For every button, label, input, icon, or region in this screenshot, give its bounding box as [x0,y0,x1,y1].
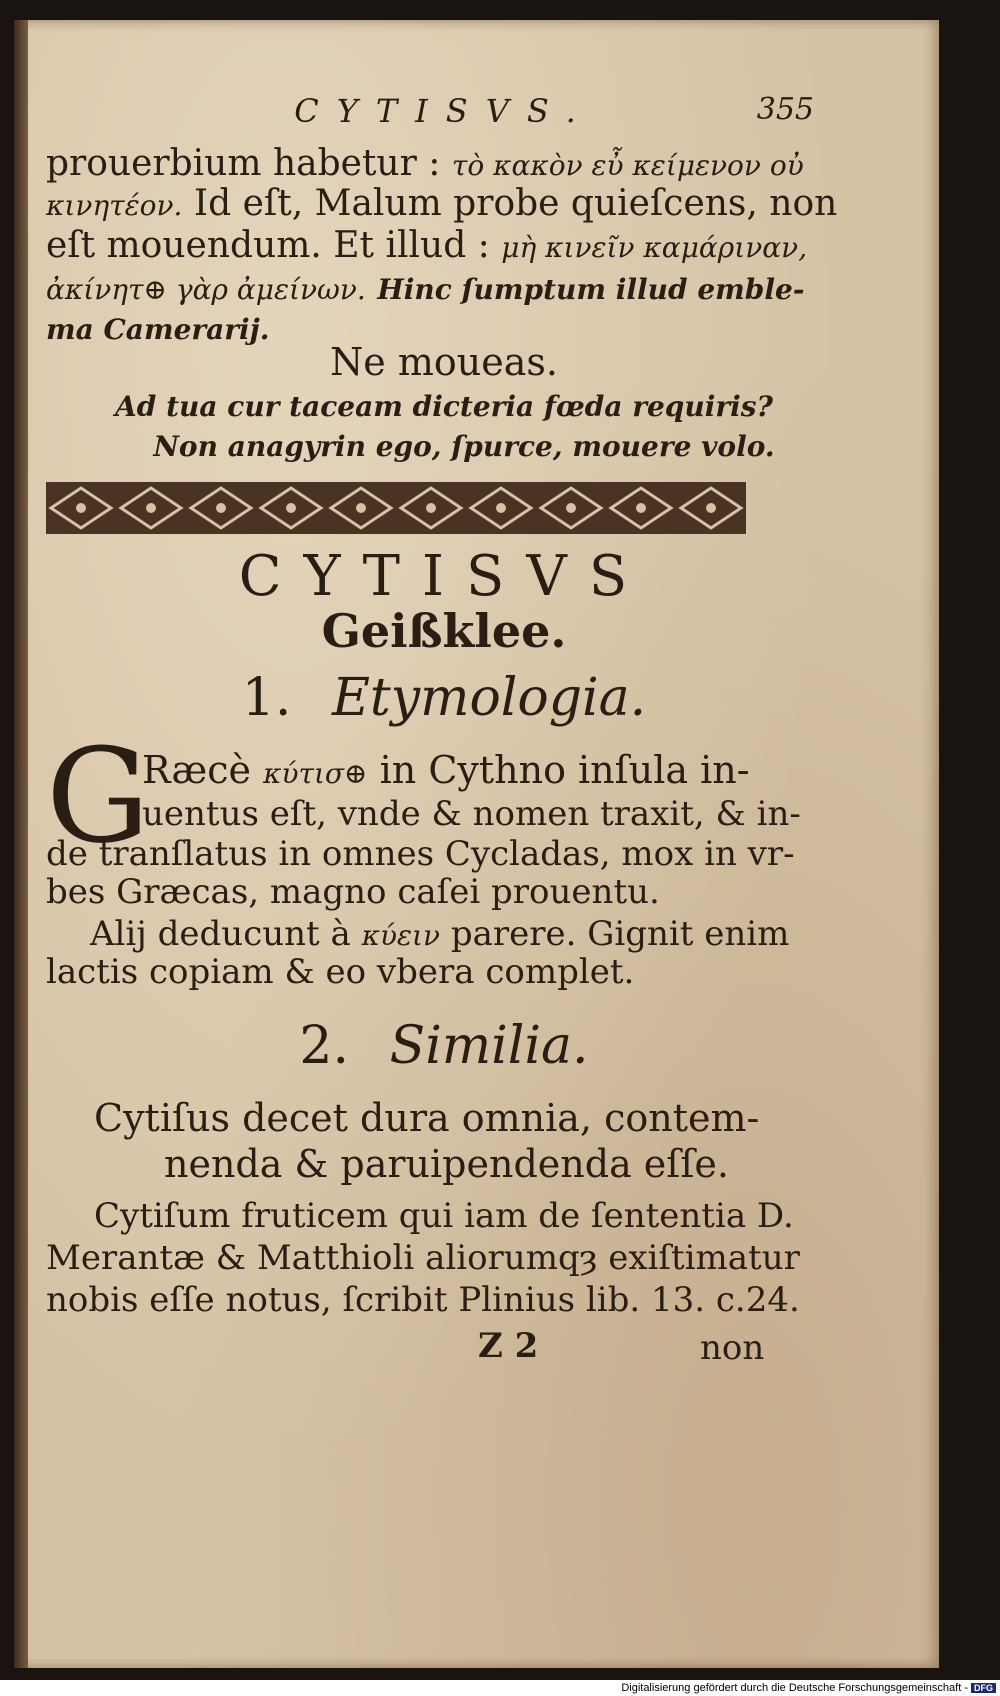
text-line-3 [46,226,807,268]
german-heading: Geißklee. [321,604,567,658]
text-line-4 [46,268,804,310]
latin-text: Alij deducunt à [90,914,351,954]
book-page [14,20,939,1668]
section-1-line-4: bes Græcas, magno caſei prouentu. [46,872,660,912]
text-line-2 [46,184,837,226]
latin-text: eſt mouendum. Et illud : [46,225,490,266]
section-2-line-3: Cytiſum fruticem qui iam de ſententia D. [94,1196,794,1236]
drop-cap: G [46,720,150,872]
latin-text: Id eſt, Malum probe quieſcens, non [193,183,838,224]
section-2-heading [14,1016,874,1076]
section-1-line-2: uentus eſt, vnde & nomen traxit, & in- [142,794,801,834]
section-2-line-4: Merantæ & Matthioli aliorumqȝ exiſtimatur [46,1238,800,1278]
greek-text: κινητέον. [46,189,183,222]
section-1-line-3: de tranſlatus in omnes Cycladas, mox in vr- [46,834,795,874]
emblem-verse-2: Non anagyrin ego, ſpurce, mouere volo. [153,430,775,463]
section-title: Similia. [389,1016,589,1076]
italic-text: ma Camerarij. [46,313,270,346]
greek-text: μὴ κινεῖν καμάριναν, [501,231,808,264]
signature-mark: Z 2 [478,1326,539,1366]
section-1-line-6: lactis copiam & eo vbera complet. [46,952,635,992]
catchword: non [700,1328,765,1368]
text-line-1 [46,144,804,186]
greek-text: τὸ κακὸν εὖ κείμενον οὐ [451,149,804,182]
latin-text: Ræcè [142,748,251,792]
main-heading: CYTISVS [238,544,650,609]
page-binding-edge [14,20,28,1668]
italic-text: Hinc ſumptum illud emble- [377,273,805,306]
latin-text: in Cythno inſula in- [379,748,750,792]
section-1-line-1 [142,750,750,794]
section-2-line-5: nobis eſſe notus, ſcribit Plinius lib. 13. c.24. [46,1280,800,1320]
section-title: Etymologia. [331,668,647,728]
section-number: 2. [299,1016,350,1076]
greek-text: ἀκίνητ⊕ γὰρ ἀμείνων. [46,273,366,306]
emblem-verse-1: Ad tua cur taceam dicteria fœda requiris? [115,390,773,423]
section-1-heading [14,668,874,728]
page-number: 355 [756,92,814,127]
section-2-line-2: nenda & paruipendenda eſſe. [164,1142,729,1186]
running-head [14,92,874,132]
greek-text: κύτισ⊕ [263,757,368,790]
section-number: 1. [241,668,292,728]
latin-text: prouerbium habetur : [46,143,441,184]
ornament-band [46,482,746,534]
footer-text: Digitalisierung gefördert durch die Deutsche Forschungsgemeinschaft - [621,1682,968,1694]
emblem-title: Ne moueas. [330,340,558,384]
section-1-line-5 [90,914,789,956]
greek-text: κύειν [361,919,441,952]
latin-text: parere. Gignit enim [450,914,790,954]
running-head-title: CYTISVS. [294,92,594,130]
section-2-line-1: Cytiſus decet dura omnia, contem- [94,1096,760,1140]
footer-credit [0,1682,996,1696]
dfg-logo: DFG [971,1683,996,1693]
